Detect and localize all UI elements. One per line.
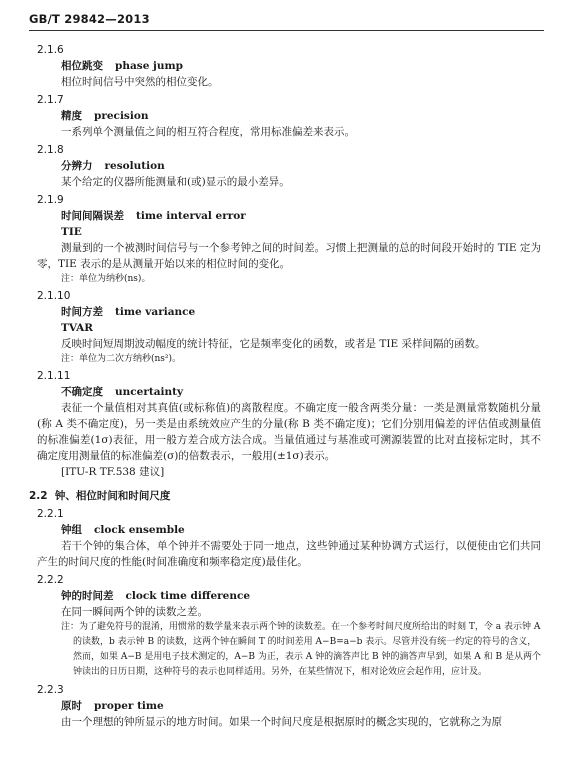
entry-term — [61, 108, 541, 124]
entry-number: 2.1.8 — [37, 144, 64, 156]
entry-abbreviation: TIE — [61, 226, 82, 238]
entry-term — [61, 698, 541, 714]
term-en: time interval error — [136, 210, 246, 222]
entry-number: 2.1.6 — [37, 44, 64, 56]
entry-definition: 若干个钟的集合体，单个钟并不需要处于同一地点，这些钟通过某种协调方式运行，以便使由它们共同产生的时间尺度的性能(时间准确度和频率稳定度)最佳化。 — [37, 540, 541, 568]
entry-note: 注：单位为纳秒(ns)。 — [61, 274, 151, 284]
header-rule — [29, 30, 544, 31]
term-cn: 分辨力 — [61, 160, 93, 172]
term-cn: 不确定度 — [61, 386, 103, 398]
term-en: precision — [94, 110, 149, 122]
term-cn: 钟组 — [61, 524, 82, 536]
term-cn: 钟的时间差 — [61, 590, 114, 602]
entry-number: 2.2.1 — [37, 508, 64, 520]
entry-definition: 在同一瞬间两个钟的读数之差。 — [61, 606, 208, 618]
document-body — [29, 40, 542, 730]
entry-definition: 测量到的一个被测时间信号与一个参考钟之间的时间差。习惯上把测量的总的时间段开始时的 TIE 定为零，TIE 表示的是从测量开始以来的相位时间的变化。 — [37, 242, 541, 270]
section-title: 钟、相位时间和时间尺度 — [54, 490, 171, 502]
term-cn: 原时 — [61, 700, 82, 712]
entry-time-interval-error — [37, 192, 541, 286]
entry-note: 注：单位为二次方纳秒(ns²)。 — [61, 354, 182, 364]
entry-definition: 反映时间短周期波动幅度的统计特征，它是频率变化的函数，或者是 TIE 采样间隔的函数。 — [61, 338, 486, 350]
term-en: time variance — [115, 306, 196, 318]
entry-definition: 一系列单个测量值之间的相互符合程度，常用标准偏差来表示。 — [61, 126, 355, 138]
entry-definition: 相位时间信号中突然的相位变化。 — [61, 76, 219, 88]
entry-resolution — [37, 142, 541, 190]
section-heading — [29, 488, 541, 504]
standard-number: GB/T 29842—2013 — [29, 12, 150, 26]
entry-definition: 由一个理想的钟所显示的地方时间。如果一个时间尺度是根据原时的概念实现的，它就称之为原 — [61, 716, 502, 728]
entry-clock-time-difference — [37, 572, 541, 680]
entry-number: 2.2.3 — [37, 684, 64, 696]
entry-clock-ensemble — [37, 506, 541, 570]
entry-definition: 表征一个量值相对其真值(或标称值)的离散程度。不确定度一般含两类分量：一类是测量常数随机分量(称 A 类不确定度)，另一类是由系统效应产生的分量(称 B 类不确定度)；它们分别用偏差的评估值或测量值的标准偏差(1σ)表征，用一般方差合成方法合成。当量值通过与基准或可溯源装置的比对直接标定时，其不确定度用测量值的标准偏差(σ)的倍数表示，一般用(±1σ)表示。 — [37, 402, 541, 462]
entry-phase-jump — [37, 42, 541, 90]
term-cn: 相位跳变 — [61, 60, 103, 72]
entry-number: 2.1.11 — [37, 370, 71, 382]
entry-term — [61, 588, 541, 604]
entry-reference: [ITU-R TF.538 建议] — [61, 466, 165, 478]
term-en: proper time — [94, 700, 164, 712]
term-cn: 精度 — [61, 110, 82, 122]
entry-term — [61, 58, 541, 74]
term-en: clock ensemble — [94, 524, 185, 536]
term-en: phase jump — [115, 60, 183, 72]
entry-precision — [37, 92, 541, 140]
entry-term — [61, 384, 541, 400]
entry-number: 2.1.10 — [37, 290, 71, 302]
entry-term — [61, 304, 541, 320]
entry-uncertainty — [37, 368, 541, 480]
entry-term — [61, 208, 541, 224]
term-en: resolution — [104, 160, 165, 172]
section-number: 2.2 — [29, 490, 48, 502]
entry-note: 注：为了避免符号的混淆，用惯常的数学量来表示两个钟的读数差。在一个参考时间尺度所给出的时刻 T，令 a 表示钟 A 的读数，b 表示钟 B 的读数，这两个钟在瞬间 T 的时间差用 A−B=a−b 表示。尽管并没有统一约定的符号的含义，然而，如果 A−B 是用电子技术测定的，A−B 为正，表示 A 钟的滴答声比 B 钟的滴答声早到，如果 A 和 B 是从两个钟读出的日历日期，这种符号的表示也同样适用。另外，在某些情况下，相对论效应会起作用，应计及。 — [61, 622, 542, 677]
term-en: clock time difference — [125, 590, 251, 602]
entry-abbreviation: TVAR — [61, 322, 94, 334]
entry-number: 2.2.2 — [37, 574, 64, 586]
term-cn: 时间方差 — [61, 306, 103, 318]
entry-number: 2.1.9 — [37, 194, 64, 206]
entry-proper-time — [37, 682, 541, 730]
term-en: uncertainty — [115, 386, 184, 398]
entry-number: 2.1.7 — [37, 94, 64, 106]
entry-time-variance — [37, 288, 541, 366]
term-cn: 时间间隔误差 — [61, 210, 124, 222]
entry-term — [61, 158, 541, 174]
entry-definition: 某个给定的仪器所能测量和(或)显示的最小差异。 — [61, 176, 290, 188]
entry-term — [61, 522, 541, 538]
